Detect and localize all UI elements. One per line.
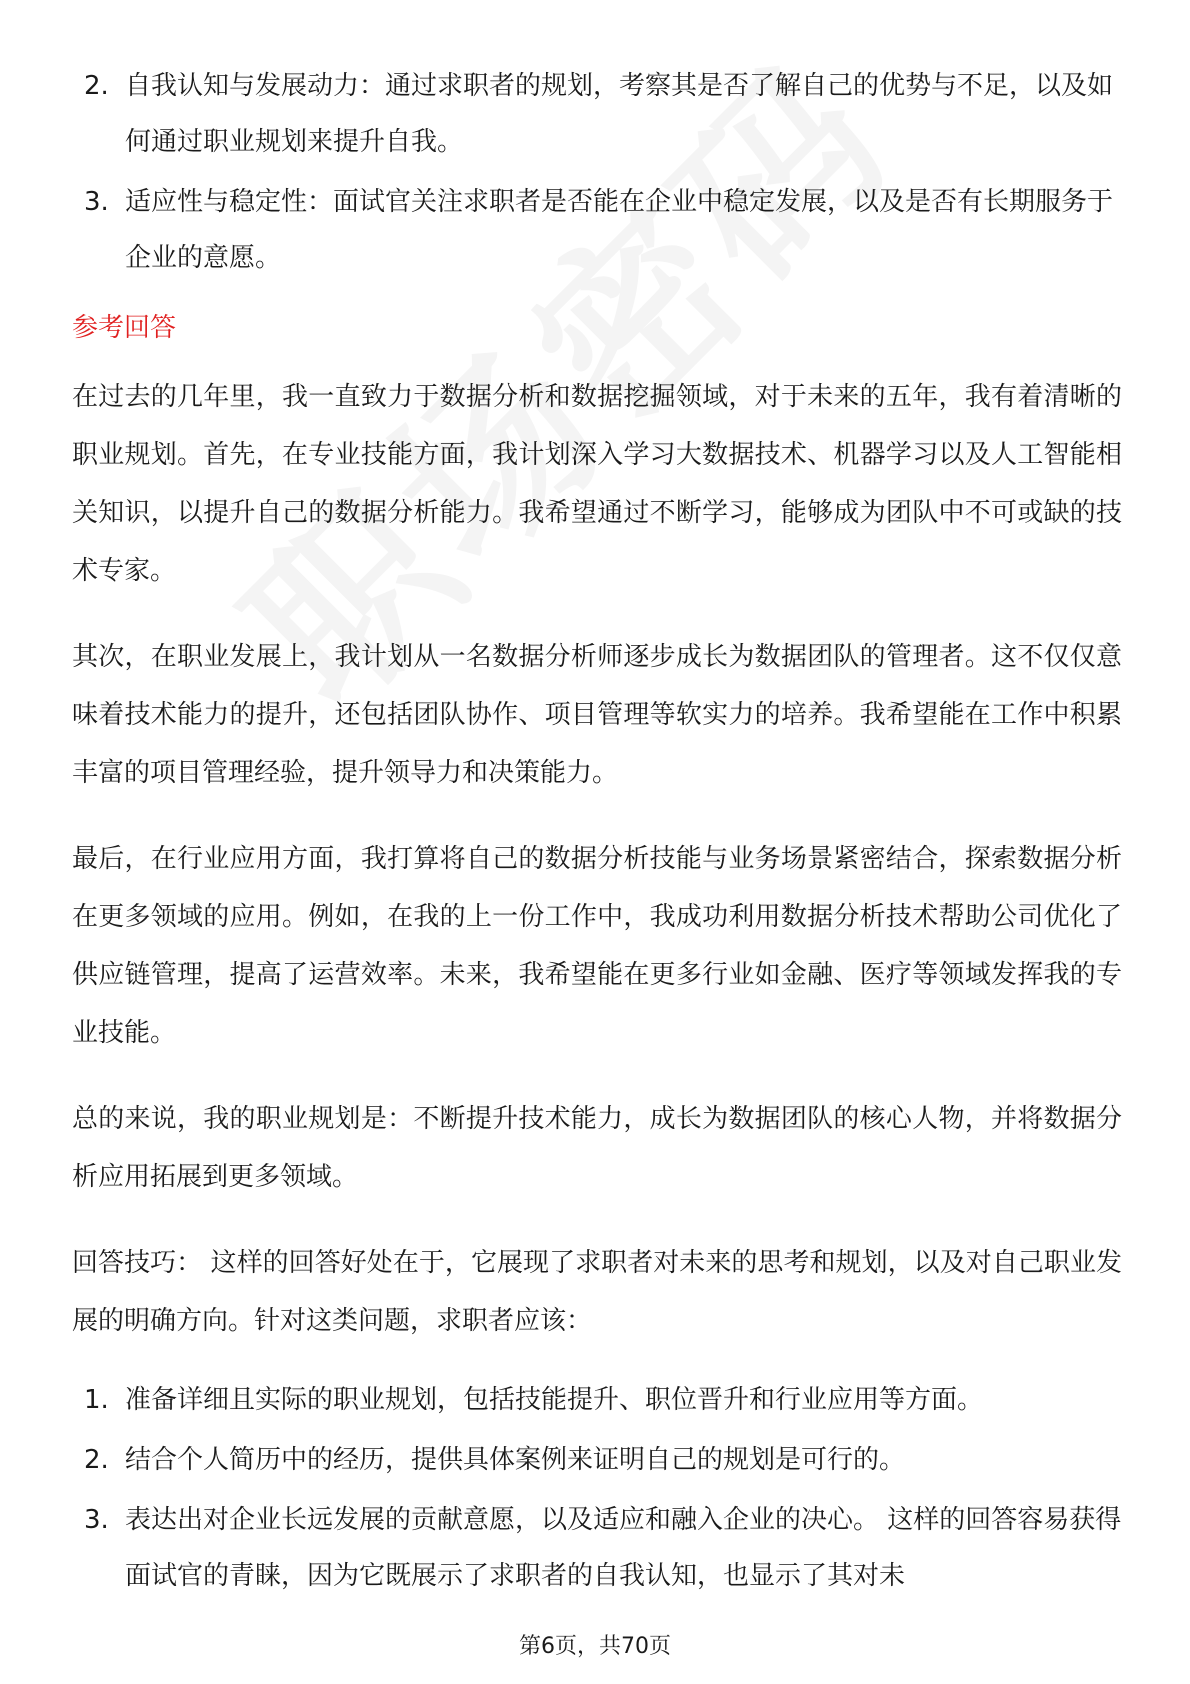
paragraph: 总的来说，我的职业规划是：不断提升技术能力，成长为数据团队的核心人物，并将数据分析应用拓展到更多领域。: [72, 1104, 1122, 1192]
list-number: 1.: [84, 1385, 109, 1415]
bottom-numbered-list: [72, 1372, 1122, 1604]
section-title: 参考回答: [72, 313, 177, 343]
list-text: 适应性与稳定性：面试官关注求职者是否能在企业中稳定发展，以及是否有长期服务于企业的意愿。: [125, 187, 1114, 273]
page-content: [72, 58, 1122, 1608]
page-footer: 第6页，共70页: [519, 1634, 671, 1659]
list-text: 结合个人简历中的经历，提供具体案例来证明自己的规划是可行的。: [125, 1445, 906, 1475]
list-number: 2.: [84, 1445, 109, 1475]
list-item: [72, 58, 1122, 170]
list-item: [72, 1492, 1122, 1604]
paragraph: 回答技巧： 这样的回答好处在于，它展现了求职者对未来的思考和规划，以及对自己职业发展的明确方向。针对这类问题，求职者应该：: [72, 1248, 1122, 1336]
list-number: 3.: [84, 1505, 109, 1535]
list-item: [72, 1372, 1122, 1428]
list-text: 自我认知与发展动力：通过求职者的规划，考察其是否了解自己的优势与不足，以及如何通过职业规划来提升自我。: [125, 71, 1114, 157]
list-item: [72, 1432, 1122, 1488]
list-text: 表达出对企业长远发展的贡献意愿，以及适应和融入企业的决心。 这样的回答容易获得面试官的青睐，因为它既展示了求职者的自我认知，也显示了其对未: [125, 1505, 1122, 1591]
list-item: [72, 174, 1122, 286]
paragraph: 最后，在行业应用方面，我打算将自己的数据分析技能与业务场景紧密结合，探索数据分析在更多领域的应用。例如，在我的上一份工作中，我成功利用数据分析技术帮助公司优化了供应链管理，提高了运营效率。未来，我希望能在更多行业如金融、医疗等领域发挥我的专业技能。: [72, 844, 1122, 1048]
paragraph: 在过去的几年里，我一直致力于数据分析和数据挖掘领域，对于未来的五年，我有着清晰的职业规划。首先，在专业技能方面，我计划深入学习大数据技术、机器学习以及人工智能相关知识，以提升自己的数据分析能力。我希望通过不断学习，能够成为团队中不可或缺的技术专家。: [72, 382, 1122, 586]
list-text: 准备详细且实际的职业规划，包括技能提升、职位晋升和行业应用等方面。: [125, 1385, 984, 1415]
paragraph: 其次，在职业发展上，我计划从一名数据分析师逐步成长为数据团队的管理者。这不仅仅意味着技术能力的提升，还包括团队协作、项目管理等软实力的培养。我希望能在工作中积累丰富的项目管理经验，提升领导力和决策能力。: [72, 642, 1122, 788]
list-number: 3.: [84, 187, 109, 217]
top-numbered-list: [72, 58, 1122, 286]
list-number: 2.: [84, 71, 109, 101]
